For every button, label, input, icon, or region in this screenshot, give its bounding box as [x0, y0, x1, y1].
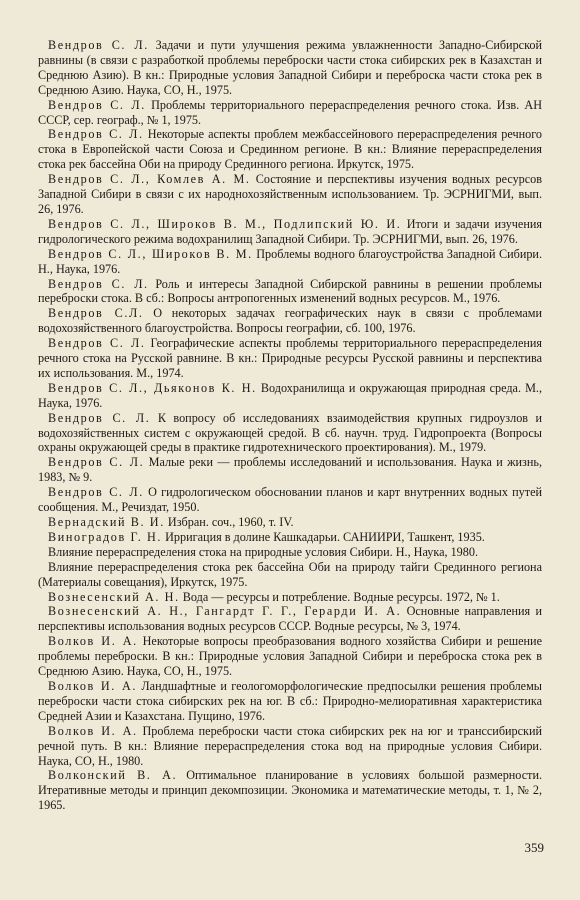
reference-author: Волков И. А.: [48, 634, 138, 649]
reference-text: Некоторые аспекты проблем межбассейнового перераспределения речного стока в Европейской части Союза и Срединном регионе. В кн.: Влияние перераспределения стока рек бассейна Оби на природу Срединного региона. Иркутск, 1975.: [38, 127, 542, 172]
reference-author: Виноградов Г. Н.: [48, 529, 163, 544]
reference-text: Роль и интересы Западной Сибирской равнины в решении проблемы переброски стока. В сб.: Вопросы антропогенных изменений водных ресурсов. М., 1976.: [38, 276, 542, 306]
reference-entry: [38, 381, 542, 411]
reference-author: Вендров С. Л., Широков В. М.: [48, 246, 253, 261]
reference-entry: [38, 604, 542, 634]
reference-text: Проблемы территориального перераспределения речного стока. Изв. АН СССР, сер. географ., № 1, 1975.: [38, 97, 542, 127]
reference-author: Вендров С. Л., Дьяконов К. Н.: [48, 380, 257, 395]
reference-author: Волконский В. А.: [48, 768, 178, 783]
reference-author: Вендров С. Л.: [48, 455, 145, 470]
reference-author: Вендров С. Л.: [48, 97, 146, 112]
reference-entry: [38, 634, 542, 679]
reference-entry: [38, 172, 542, 217]
reference-text: Влияние перераспределения стока на природные условия Сибири. Н., Наука, 1980.: [48, 544, 479, 559]
reference-entry: [38, 277, 542, 307]
reference-entry: [38, 724, 542, 769]
reference-entry: [38, 560, 542, 590]
reference-text: Проблемы водного благоустройства Западной Сибири. Н., Наука, 1976.: [38, 246, 542, 276]
reference-entry: [38, 515, 542, 530]
reference-text: Задачи и пути улучшения режима увлажненности Западно-Сибирской равнины (в связи с разработкой проблемы переброски части стока сибирских рек в Казахстан и Среднюю Азию). В кн.: Природные условия Западной Сибири и переброска части стока рек в Среднюю Азию. Наука, СО, Н., 1975.: [38, 38, 543, 97]
reference-author: Волков И. А.: [48, 678, 137, 693]
reference-author: Волков И. А.: [48, 723, 138, 738]
reference-author: Вендров С. Л.: [48, 410, 151, 425]
reference-text: Ландшафтные и геологоморфологические предпосылки решения проблемы переброски части стока сибирских рек на юг. В сб.: Природно-мелиоративная характеристика Средней Азии и Казахстана. Пущино, 1976.: [38, 678, 542, 723]
reference-text: Избран. соч., 1960, т. IV.: [167, 515, 294, 529]
reference-entry: [38, 217, 542, 247]
reference-entry: [38, 306, 542, 336]
reference-author: Вознесенский А. Н.: [48, 589, 180, 604]
reference-text: Итоги и задачи изучения гидрологического режима водохранилищ Западной Сибири. Тр. ЭСРНИГМИ, вып. 26, 1976.: [38, 216, 542, 246]
reference-text: Некоторые вопросы преобразования водного хозяйства Сибири и решение проблемы переброски. В кн.: Природные условия Западной Сибири и переброска стока рек в Среднюю Азию. Наука, СО, Н., 1975.: [38, 634, 542, 679]
reference-entry: [38, 455, 542, 485]
reference-author: Вендров С. Л.: [48, 336, 146, 351]
reference-author: Вендров С.Л.: [48, 306, 144, 321]
reference-text: Вода — ресурсы и потребление. Водные ресурсы. 1972, № 1.: [182, 589, 500, 604]
reference-author: Вернадский В. И.: [48, 515, 165, 529]
reference-text: Малые реки — проблемы исследований и использования. Наука и жизнь, 1983, № 9.: [38, 455, 543, 485]
reference-text: Состояние и перспективы изучения водных ресурсов Западной Сибири в связи с их народнохозяйственным использованием. Тр. ЭСРНИГМИ, вып. 26, 1976.: [38, 172, 543, 216]
reference-entry: [38, 98, 542, 128]
reference-author: Вендров С. Л., Широков В. М., Подлипский Ю. И.: [48, 216, 402, 231]
reference-author: Вендров С. Л., Комлев А. М.: [48, 172, 251, 187]
reference-entry: [38, 590, 542, 605]
reference-entry: [38, 679, 542, 724]
page-number: 359: [524, 840, 544, 855]
reference-entry: [38, 247, 542, 277]
reference-entry: [38, 545, 542, 560]
reference-author: Вендров С. Л.: [48, 38, 149, 52]
reference-author: Вендров С. Л.: [48, 127, 144, 142]
reference-text: Влияние перераспределения стока рек бассейна Оби на природу тайги Срединного региона (Материалы совещания), Иркутск, 1975.: [38, 559, 542, 589]
reference-entry: [38, 768, 542, 813]
reference-text: Водохранилища и окружающая природная среда. М., Наука, 1976.: [38, 380, 543, 410]
reference-text: Основные направления и перспективы использования водных ресурсов СССР. Водные ресурсы, № 3, 1974.: [38, 604, 542, 634]
reference-author: Вендров С. Л.: [48, 276, 149, 291]
reference-author: Вендров С. Л.: [48, 485, 144, 500]
reference-text: Проблема переброски части стока сибирских рек на юг и транссибирский речной путь. В кн.: Влияние перераспределения стока вод на природные условия Сибири. Наука, СО, Н., 1980.: [38, 723, 543, 768]
reference-text: О некоторых задачах географических наук в связи с проблемами водохозяйственного благоустройства. Вопросы географии, сб. 100, 1976.: [38, 306, 542, 336]
reference-text: Оптимальное планирование в условиях большой размерности. Итеративные методы и принцип декомпозиции. Экономика и математические методы, т. 1, № 2, 1965.: [38, 768, 543, 813]
reference-text: Ирригация в долине Кашкадарьи. САНИИРИ, Ташкент, 1935.: [165, 529, 485, 544]
reference-text: О гидрологическом обосновании планов и карт внутренних водных путей сообщения. М., Речиздат, 1950.: [38, 485, 542, 515]
reference-list: [38, 38, 542, 813]
reference-author: Вознесенский А. Н., Гангардт Г. Г., Герарди И. А.: [48, 604, 402, 619]
reference-entry: [38, 336, 542, 381]
reference-entry: [38, 530, 542, 545]
reference-text: К вопросу об исследованиях взаимодействия крупных гидроузлов и водохозяйственных систем с окружающей средой. В сб. научн. труд. Гидропроекта (Вопросы охраны окружающей среды в практике гидротехнического проектирования). М., 1979.: [38, 410, 543, 455]
reference-entry: [38, 38, 542, 98]
reference-entry: [38, 411, 542, 456]
reference-text: Географические аспекты проблемы территориального перераспределения речного стока на Русской равнине. В кн.: Природные ресурсы Русской равнины и перспектива их использования. М., 1974.: [38, 336, 543, 380]
reference-entry: [38, 127, 542, 172]
reference-entry: [38, 485, 542, 515]
